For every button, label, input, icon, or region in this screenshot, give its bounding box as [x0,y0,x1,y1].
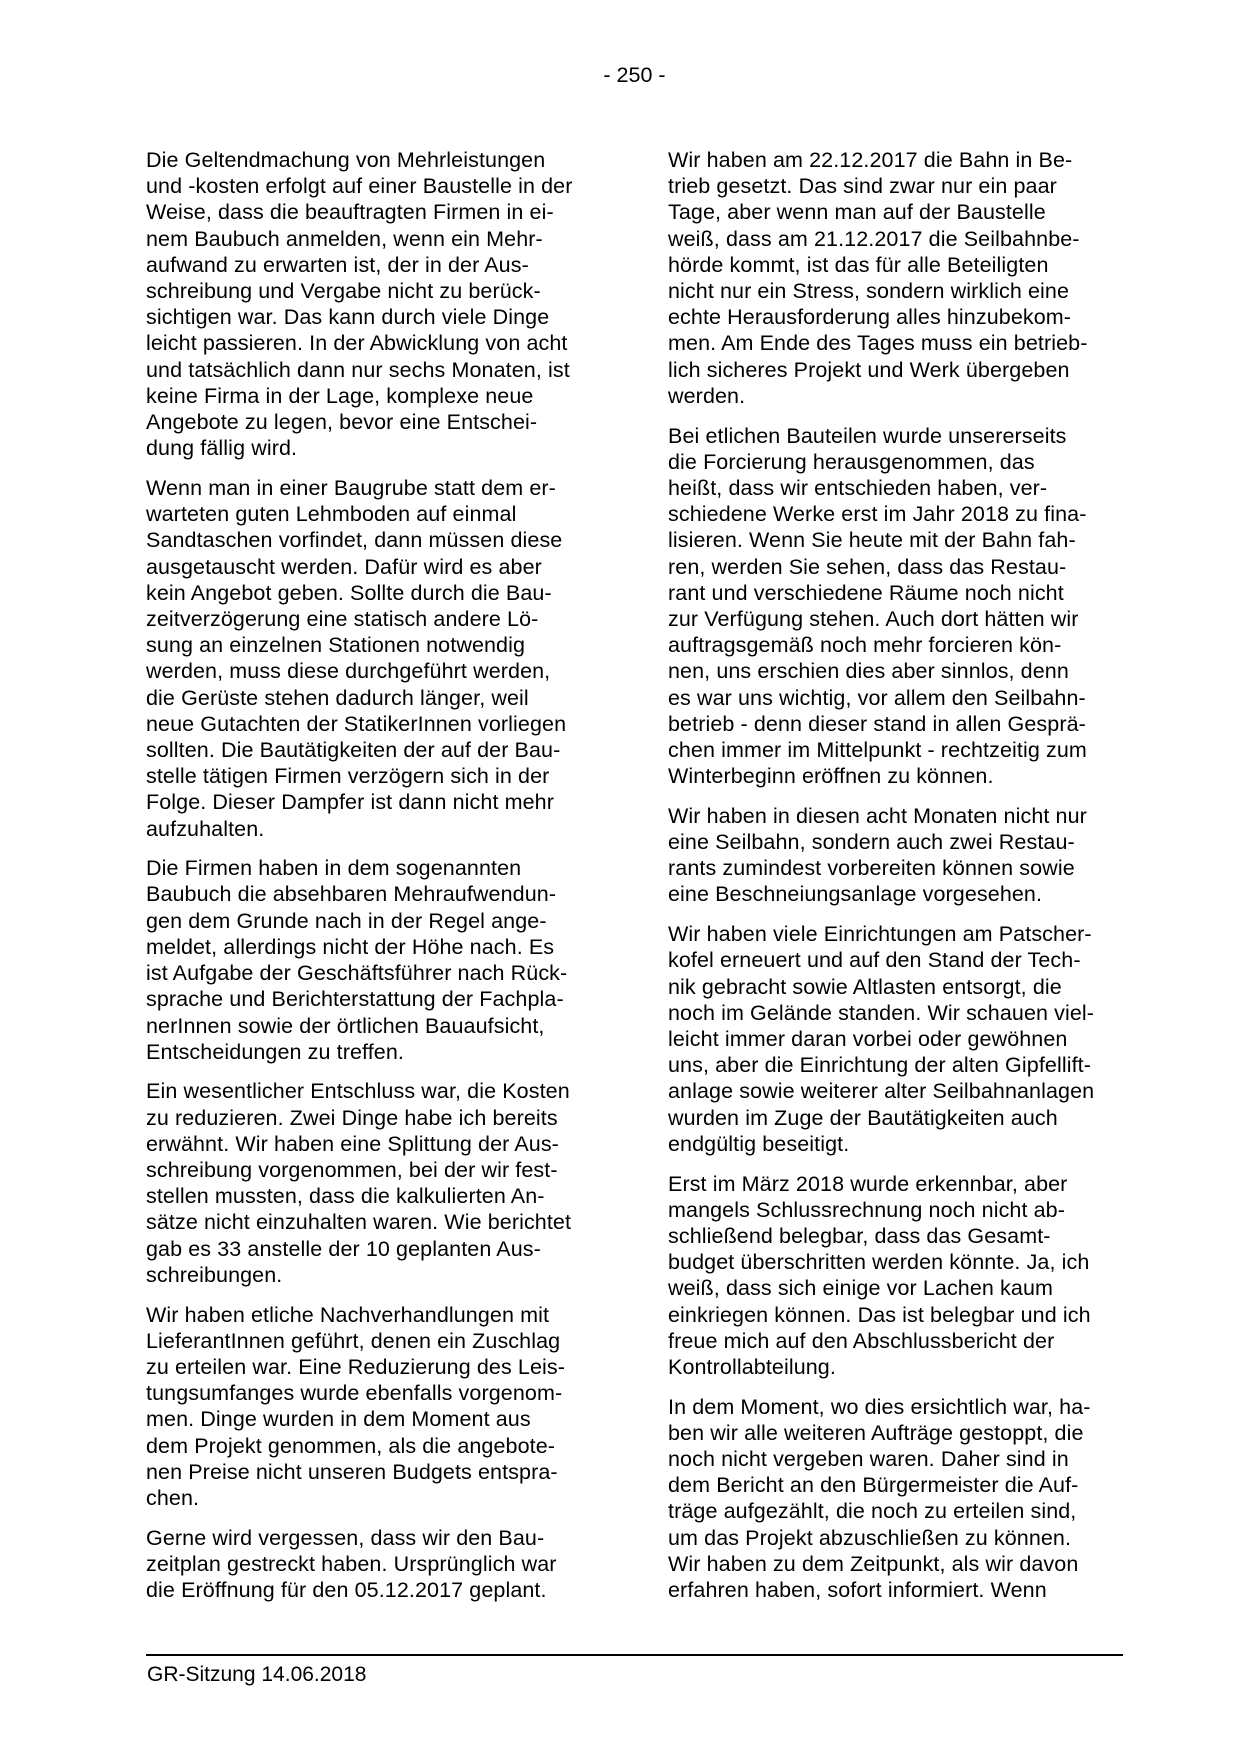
text-line: sung an einzelnen Stationen notwendig [146,633,526,658]
text-line: auftragsgemäß noch mehr forcieren kön- [668,633,1062,658]
text-line: und tatsächlich dann nur sechs Monaten, ist [146,357,570,382]
text-line: schreibungen. [146,1262,283,1287]
paragraph [146,1078,604,1288]
text-line: zeitplan gestreckt haben. Ursprünglich war [146,1551,557,1576]
text-line: um das Projekt abzuschließen zu können. [668,1525,1072,1550]
text-line: Die Firmen haben in dem sogenannten [146,856,522,881]
text-line: stellen mussten, dass die kalkulierten An- [146,1184,545,1209]
text-line: gen dem Grunde nach in der Regel ange- [146,908,547,933]
text-line: Winterbeginn eröffnen zu können. [668,764,994,789]
text-line: hörde kommt, ist das für alle Beteiligten [668,252,1049,277]
text-line: freue mich auf den Abschlussbericht der [668,1328,1055,1353]
text-line: ist Aufgabe der Geschäftsführer nach Rück- [146,961,568,986]
text-line: Wir haben zu dem Zeitpunkt, als wir davon [668,1551,1079,1576]
text-line: zur Verfügung stehen. Auch dort hätten wir [668,606,1079,631]
text-line: Bei etlichen Bauteilen wurde unsererseits [668,423,1067,448]
text-line: noch nicht vergeben waren. Daher sind in [668,1447,1069,1472]
text-line: schiedene Werke erst im Jahr 2018 zu fina- [668,502,1087,527]
text-line: nik gebracht sowie Altlasten entsorgt, die [668,974,1062,999]
text-line: neue Gutachten der StatikerInnen vorliegen [146,711,567,736]
text-line: rant und verschiedene Räume noch nicht [668,580,1064,605]
text-line: erfahren haben, sofort informiert. Wenn [668,1578,1047,1603]
text-line: lich sicheres Projekt und Werk übergeben [668,357,1070,382]
text-line: chen immer im Mittelpunkt - rechtzeitig zum [668,737,1087,762]
text-line: erwähnt. Wir haben eine Splittung der Aus- [146,1131,559,1156]
text-line: chen. [146,1485,200,1510]
text-line: warteten guten Lehmboden auf einmal [146,502,517,527]
paragraph [146,1525,604,1604]
text-line: weiß, dass am 21.12.2017 die Seilbahnbe- [668,226,1080,251]
text-line: dem Projekt genommen, als die angebote- [146,1433,556,1458]
text-line: Entscheidungen zu treffen. [146,1039,404,1064]
paragraph [668,921,1126,1157]
text-line: es war uns wichtig, vor allem den Seilbahn- [668,685,1086,710]
text-line: Wir haben viele Einrichtungen am Patscher- [668,922,1092,947]
text-line: Wir haben in diesen acht Monaten nicht nur [668,803,1087,828]
text-line: zu reduzieren. Zwei Dinge habe ich bereits [146,1105,558,1130]
footer-divider [146,1654,1123,1656]
text-line: noch im Gelände standen. Wir schauen viel- [668,1000,1095,1025]
text-line: Sandtaschen vorfindet, dann müssen diese [146,528,563,553]
text-line: leicht passieren. In der Abwicklung von acht [146,331,568,356]
text-line: dung fällig wird. [146,436,298,461]
text-line: nerInnen sowie der örtlichen Bauaufsicht, [146,1013,545,1038]
text-line: meldet, allerdings nicht der Höhe nach. Es [146,934,555,959]
paragraph [668,1171,1126,1381]
text-line: nem Baubuch anmelden, wenn ein Mehr- [146,226,543,251]
text-line: zu erteilen war. Eine Reduzierung des Leis- [146,1354,566,1379]
text-line: Folge. Dieser Dampfer ist dann nicht mehr [146,790,554,815]
text-column-left [146,147,604,1617]
text-line: In dem Moment, wo dies ersichtlich war, ha- [668,1394,1091,1419]
text-line: eine Beschneiungsanlage vorgesehen. [668,882,1043,907]
text-line: schreibung und Vergabe nicht zu berück- [146,279,541,304]
paragraph [668,147,1126,409]
text-line: heißt, dass wir entschieden haben, ver- [668,475,1048,500]
paragraph [146,475,604,842]
text-line: aufwand zu erwarten ist, der in der Aus- [146,252,529,277]
text-line: schreibung vorgenommen, bei der wir fest- [146,1158,558,1183]
text-line: sollten. Die Bautätigkeiten der auf der Bau- [146,737,561,762]
paragraph [668,1394,1126,1604]
text-line: werden, muss diese durchgeführt werden, [146,659,551,684]
text-line: zeitverzögerung eine statisch andere Lö- [146,606,539,631]
text-line: Weise, dass die beauftragten Firmen in ei- [146,200,554,225]
text-line: einkriegen können. Das ist belegbar und ich [668,1302,1091,1327]
text-line: sätze nicht einzuhalten waren. Wie berichtet [146,1210,572,1235]
text-line: sprache und Berichterstattung der Fachpla- [146,987,564,1012]
text-line: keine Firma in der Lage, komplexe neue [146,383,534,408]
page-number: - 250 - [603,63,666,87]
text-line: werden. [668,383,746,408]
text-line: Wir haben am 22.12.2017 die Bahn in Be- [668,148,1073,172]
text-line: men. Dinge wurden in dem Moment aus [146,1407,531,1432]
text-line: wurden im Zuge der Bautätigkeiten auch [668,1105,1058,1130]
text-line: die Eröffnung für den 05.12.2017 geplant. [146,1578,547,1603]
text-line: kofel erneuert und auf den Stand der Tech- [668,948,1081,973]
text-line: nen Preise nicht unseren Budgets entspra- [146,1459,558,1484]
text-line: träge aufgezählt, die noch zu erteilen sind, [668,1499,1077,1524]
text-line: Ein wesentlicher Entschluss war, die Kosten [146,1079,570,1104]
text-line: schließend belegbar, dass das Gesamt- [668,1223,1051,1248]
text-line: eine Seilbahn, sondern auch zwei Restau- [668,830,1075,855]
paragraph [146,1302,604,1512]
text-line: men. Am Ende des Tages muss ein betrieb- [668,331,1088,356]
text-line: leicht immer daran vorbei oder gewöhnen [668,1027,1068,1051]
text-line: weiß, dass sich einige vor Lachen kaum [668,1276,1054,1301]
text-line: Wenn man in einer Baugrube statt dem er- [146,475,556,500]
text-line: Tage, aber wenn man auf der Baustelle [668,200,1046,225]
text-line: gab es 33 anstelle der 10 geplanten Aus- [146,1236,541,1261]
text-line: aufzuhalten. [146,816,265,841]
text-line: Die Geltendmachung von Mehrleistungen [146,148,546,172]
text-line: Baubuch die absehbaren Mehraufwendun- [146,882,557,907]
text-line: ren, werden Sie sehen, dass das Restau- [668,554,1067,579]
text-line: stelle tätigen Firmen verzögern sich in der [146,764,550,789]
paragraph [146,855,604,1065]
text-line: budget überschritten werden könnte. Ja, ich [668,1250,1090,1275]
text-line: Gerne wird vergessen, dass wir den Bau- [146,1525,545,1550]
text-line: ausgetauscht werden. Dafür wird es aber [146,554,542,579]
text-line: ben wir alle weiteren Aufträge gestoppt, die [668,1420,1084,1445]
text-line: LieferantInnen geführt, denen ein Zuschlag [146,1328,561,1353]
text-line: kein Angebot geben. Sollte durch die Bau- [146,580,552,605]
text-line: nen, uns erschien dies aber sinnlos, denn [668,659,1069,684]
text-line: Kontrollabteilung. [668,1354,836,1379]
text-line: uns, aber die Einrichtung der alten Gipfellift- [668,1053,1091,1078]
text-line: rants zumindest vorbereiten können sowie [668,856,1075,881]
paragraph [668,423,1126,790]
text-line: Wir haben etliche Nachverhandlungen mit [146,1302,550,1327]
text-line: anlage sowie weiterer alter Seilbahnanlagen [668,1079,1095,1104]
text-line: echte Herausforderung alles hinzubekom- [668,305,1072,330]
paragraph [668,803,1126,908]
text-line: und -kosten erfolgt auf einer Baustelle in der [146,174,573,199]
footer-label: GR-Sitzung 14.06.2018 [147,1663,367,1686]
text-line: sichtigen war. Das kann durch viele Dinge [146,305,550,330]
text-line: Angebote zu legen, bevor eine Entschei- [146,410,538,435]
text-line: dem Bericht an den Bürgermeister die Auf- [668,1473,1079,1498]
paragraph [146,147,604,461]
text-line: Erst im März 2018 wurde erkennbar, aber [668,1171,1068,1196]
text-line: endgültig beseitigt. [668,1131,850,1156]
text-column-right [668,147,1126,1617]
text-line: die Gerüste stehen dadurch länger, weil [146,685,529,710]
text-line: die Forcierung herausgenommen, das [668,449,1035,474]
text-line: trieb gesetzt. Das sind zwar nur ein paar [668,174,1057,199]
text-line: tungsumfanges wurde ebenfalls vorgenom- [146,1381,563,1406]
text-line: betrieb - denn dieser stand in allen Gesprä- [668,711,1086,736]
text-line: mangels Schlussrechnung noch nicht ab- [668,1197,1066,1222]
text-line: nicht nur ein Stress, sondern wirklich eine [668,279,1070,304]
text-line: lisieren. Wenn Sie heute mit der Bahn fah- [668,528,1076,553]
